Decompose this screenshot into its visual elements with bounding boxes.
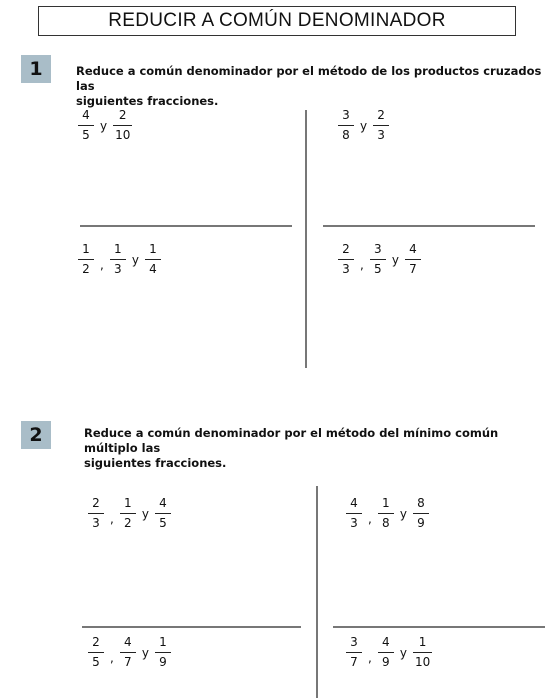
- fraction-exercise: [338, 242, 421, 277]
- denominator: 4: [149, 262, 157, 276]
- denominator: 3: [377, 128, 385, 142]
- fraction-bar: [120, 513, 136, 514]
- denominator: 5: [82, 128, 90, 142]
- numerator: 1: [82, 242, 90, 256]
- fraction-bar: [110, 259, 126, 260]
- numerator: 2: [92, 496, 100, 510]
- fraction-exercise: [88, 635, 171, 670]
- horizontal-divider: [82, 626, 301, 628]
- denominator: 10: [414, 655, 431, 669]
- numerator: 4: [409, 242, 417, 256]
- horizontal-divider: [323, 225, 535, 227]
- denominator: 3: [342, 262, 350, 276]
- denominator: 3: [114, 262, 122, 276]
- fraction-bar: [88, 652, 104, 653]
- denominator: 7: [350, 655, 358, 669]
- numerator: 1: [149, 242, 157, 256]
- separator: y: [399, 506, 407, 521]
- denominator: 3: [92, 516, 100, 530]
- fraction: [373, 108, 389, 143]
- denominator: 2: [124, 516, 132, 530]
- denominator: 9: [382, 655, 390, 669]
- fraction-bar: [78, 125, 94, 126]
- section-number-badge: 2: [21, 421, 51, 449]
- fraction-bar: [145, 259, 161, 260]
- separator: ,: [360, 257, 364, 272]
- denominator: 8: [382, 516, 390, 530]
- denominator: 5: [159, 516, 167, 530]
- separator: ,: [100, 257, 104, 272]
- fraction: [120, 635, 136, 670]
- horizontal-divider: [333, 626, 545, 628]
- numerator: 4: [382, 635, 390, 649]
- fraction-bar: [378, 652, 394, 653]
- fraction: [405, 242, 421, 277]
- separator: y: [391, 252, 399, 267]
- separator: y: [141, 506, 149, 521]
- numerator: 8: [417, 496, 425, 510]
- numerator: 1: [382, 496, 390, 510]
- fraction: [346, 496, 362, 531]
- fraction: [378, 635, 394, 670]
- denominator: 5: [374, 262, 382, 276]
- denominator: 5: [92, 655, 100, 669]
- fraction: [88, 496, 104, 531]
- fraction: [155, 635, 171, 670]
- fraction: [113, 108, 132, 143]
- numerator: 3: [350, 635, 358, 649]
- denominator: 2: [82, 262, 90, 276]
- fraction-bar: [155, 513, 171, 514]
- separator: y: [141, 645, 149, 660]
- separator: y: [360, 118, 368, 133]
- section-instruction: [76, 64, 552, 109]
- denominator: 9: [159, 655, 167, 669]
- fraction: [120, 496, 136, 531]
- numerator: 1: [418, 635, 427, 649]
- fraction-exercise: [346, 496, 429, 531]
- fraction-bar: [78, 259, 94, 260]
- fraction-bar: [413, 513, 429, 514]
- fraction: [413, 635, 432, 670]
- fraction-bar: [338, 125, 354, 126]
- fraction-exercise: [78, 242, 161, 277]
- separator: ,: [110, 511, 114, 526]
- numerator: 2: [342, 242, 350, 256]
- fraction-bar: [338, 259, 354, 260]
- numerator: 4: [124, 635, 132, 649]
- separator: y: [399, 645, 407, 660]
- numerator: 4: [350, 496, 358, 510]
- instruction-line: Reduce a común denominador por el método de los productos cruzados las: [76, 64, 542, 93]
- fraction-bar: [155, 652, 171, 653]
- section-number-badge: 1: [21, 55, 51, 83]
- numerator: 4: [159, 496, 167, 510]
- fraction-exercise: [78, 108, 132, 143]
- fraction-bar: [120, 652, 136, 653]
- fraction: [413, 496, 429, 531]
- fraction: [338, 242, 354, 277]
- numerator: 1: [114, 242, 122, 256]
- denominator: 9: [417, 516, 425, 530]
- fraction-bar: [346, 513, 362, 514]
- fraction-bar: [378, 513, 394, 514]
- section-instruction: [84, 426, 552, 471]
- numerator: 3: [342, 108, 350, 122]
- fraction-bar: [113, 125, 132, 126]
- instruction-line: siguientes fracciones.: [76, 94, 219, 108]
- separator: y: [100, 118, 108, 133]
- numerator: 4: [82, 108, 90, 122]
- fraction-exercise: [88, 496, 171, 531]
- denominator: 7: [409, 262, 417, 276]
- fraction: [155, 496, 171, 531]
- fraction: [378, 496, 394, 531]
- fraction: [78, 108, 94, 143]
- vertical-divider: [305, 110, 307, 368]
- fraction-bar: [346, 652, 362, 653]
- numerator: 1: [124, 496, 132, 510]
- horizontal-divider: [80, 225, 292, 227]
- page-title: REDUCIR A COMÚN DENOMINADOR: [38, 6, 516, 36]
- fraction: [88, 635, 104, 670]
- denominator: 8: [342, 128, 350, 142]
- fraction: [145, 242, 161, 277]
- fraction-exercise: [338, 108, 389, 143]
- fraction: [338, 108, 354, 143]
- vertical-divider: [316, 486, 318, 698]
- separator: ,: [368, 511, 372, 526]
- instruction-line: siguientes fracciones.: [84, 456, 227, 470]
- fraction-bar: [405, 259, 421, 260]
- fraction: [110, 242, 126, 277]
- separator: y: [131, 252, 139, 267]
- denominator: 3: [350, 516, 358, 530]
- fraction-bar: [370, 259, 386, 260]
- fraction: [78, 242, 94, 277]
- numerator: 2: [92, 635, 100, 649]
- fraction: [370, 242, 386, 277]
- instruction-line: Reduce a común denominador por el método del mínimo común múltiplo las: [84, 426, 499, 455]
- numerator: 2: [377, 108, 385, 122]
- fraction-bar: [88, 513, 104, 514]
- fraction-exercise: [346, 635, 432, 670]
- numerator: 3: [374, 242, 382, 256]
- separator: ,: [368, 650, 372, 665]
- fraction-bar: [413, 652, 432, 653]
- numerator: 1: [159, 635, 167, 649]
- numerator: 2: [118, 108, 127, 122]
- fraction: [346, 635, 362, 670]
- separator: ,: [110, 650, 114, 665]
- denominator: 10: [115, 128, 131, 142]
- denominator: 7: [124, 655, 132, 669]
- fraction-bar: [373, 125, 389, 126]
